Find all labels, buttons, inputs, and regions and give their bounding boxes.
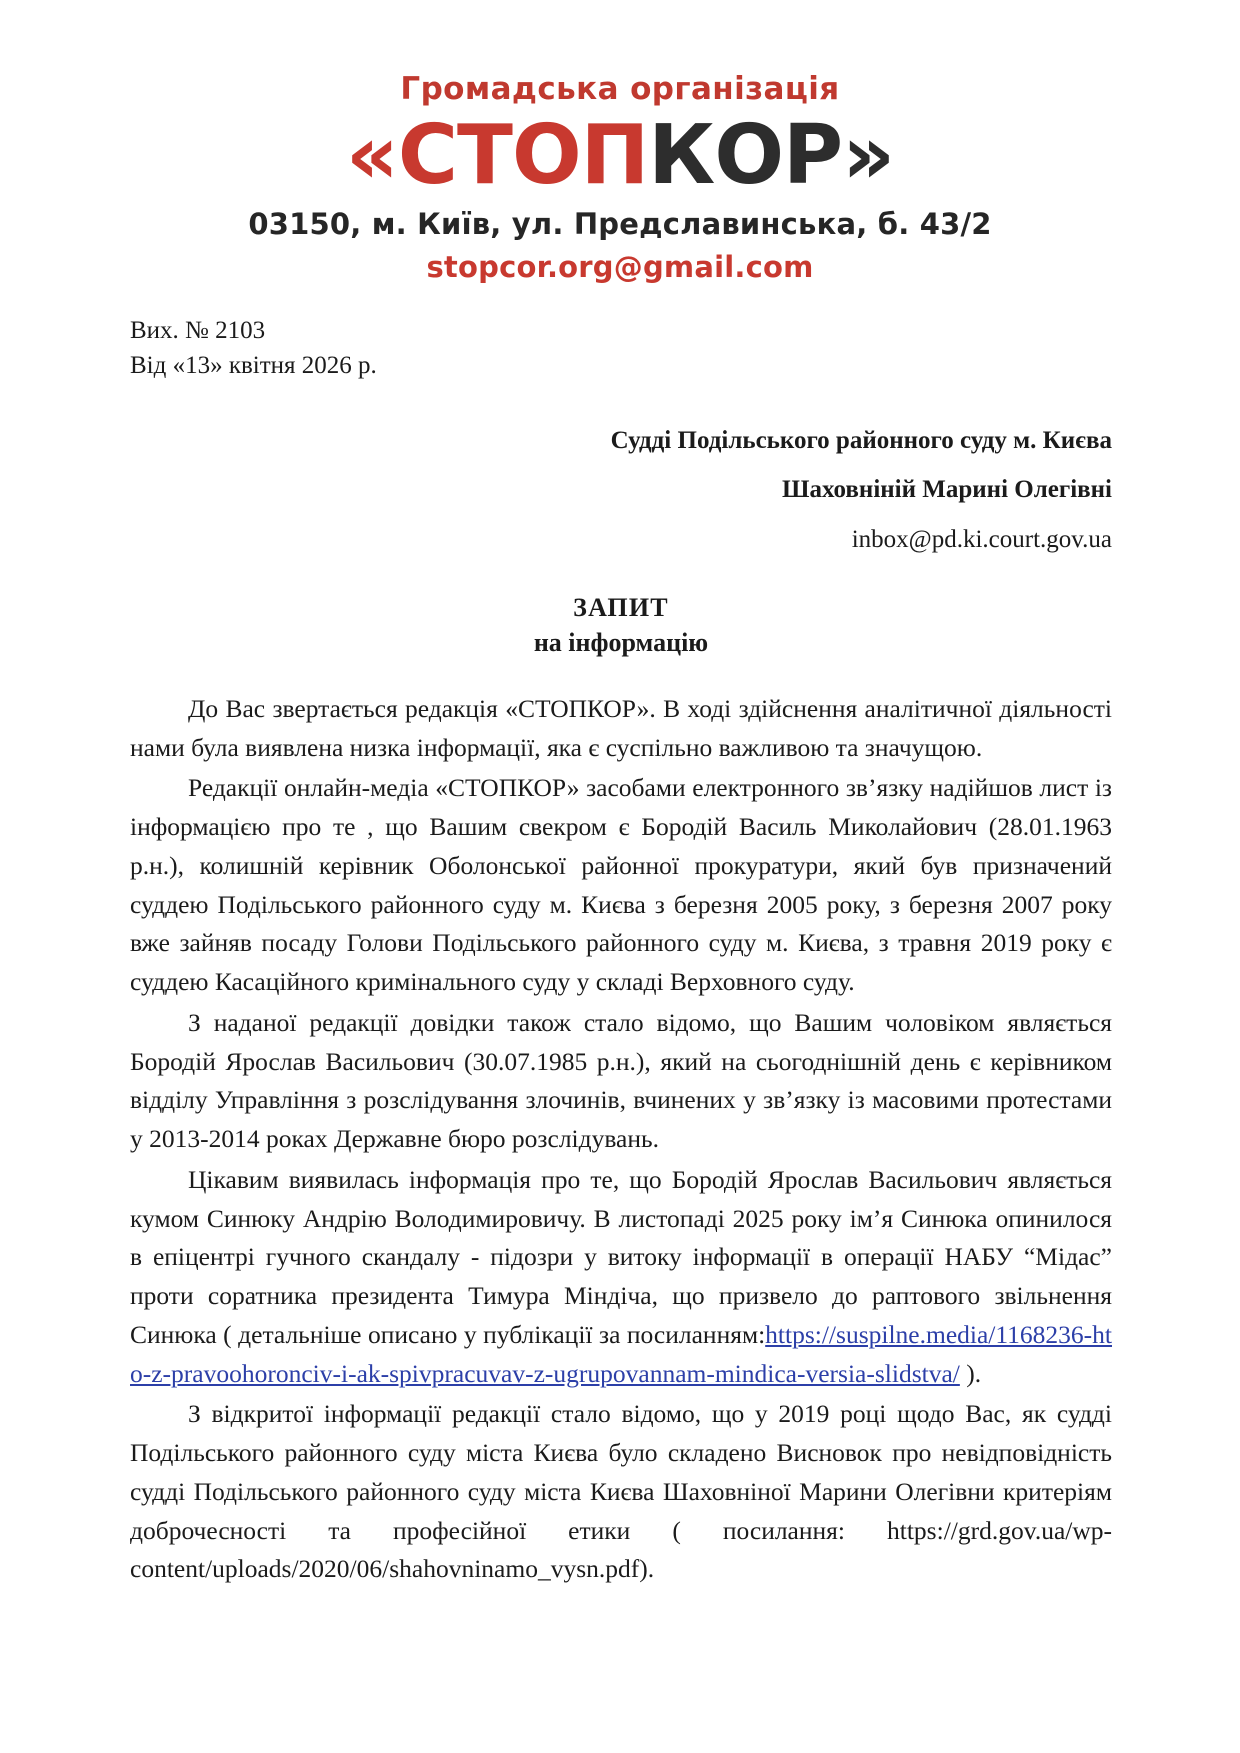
brand-logo-text	[0, 108, 1240, 204]
paragraph-4-text-after-link: ).	[959, 1358, 982, 1388]
letterhead	[0, 0, 1240, 284]
body-paragraph-2: Редакції онлайн-медіа «СТОПКОР» засобами електронного зв’язку надійшов лист із інформацією про те , що Вашим свекром є Бородій Василь Миколайович (28.01.1963 р.н.), колишній керівник Оболонської районної прокуратури, який був призначений суддею Подільського районного суду м. Києва з березня 2005 року, з березня 2007 року вже зайняв посаду Голови Подільського районного суду м. Києва, з травня 2019 року є суддею Касаційного кримінального суду у складі Верховного суду.	[130, 773, 1112, 997]
body-paragraph-5	[130, 1395, 1112, 1589]
addressee-block	[130, 417, 1112, 565]
body-paragraph-3: З наданої редакції довідки також стало відомо, що Вашим чоловіком являється Бородій Ярослав Васильович (30.07.1985 р.н.), який на сьогоднішній день є керівником відділу Управління з розслідування злочинів, вчинених у зв’язку із масовими протестами у 2013-2014 роках Державне бюро розслідувань.	[130, 1007, 1112, 1154]
suspilne-media-link[interactable]: https://suspilne.media/1168236-hto-z-pravoohoronciv-i-ak-spivpracuvav-z-ugrupovannam-mindica-versia-slidstva/	[130, 1319, 1112, 1388]
addressee-email: inbox@pd.ki.court.gov.ua	[851, 525, 1112, 553]
addressee-name: Шаховніній Марині Олегівні	[782, 476, 1112, 504]
brand-logo-part-dark: КОР»	[648, 108, 895, 204]
reference-block	[130, 314, 1112, 383]
outgoing-number: Вих. № 2103	[130, 317, 266, 345]
brand-logo-part-red: «СТОП	[345, 108, 649, 204]
organization-address: 03150, м. Київ, ул. Предславинська, б. 43/2	[248, 206, 992, 241]
paragraph-5-text-before-url: З відкритої інформації редакції стало відомо, що у 2019 році щодо Вас, як судді Подільського районного суду міста Києва було складено Висновок про невідповідність судді Подільського районного суду міста Києва Шаховніної Марини Олегівни критеріям доброчесності та професійної етики ( посилання:	[130, 1399, 1112, 1545]
document-date: Від «13» квітня 2026 р.	[130, 351, 377, 379]
document-subtitle: на інформацію	[533, 627, 709, 657]
grd-gov-ua-url[interactable]: https://grd.gov.ua/wp-content/uploads/2020/06/shahovninamo_vysn.pdf	[130, 1515, 1113, 1584]
document-body	[0, 284, 1240, 1589]
organization-type-label: Громадська організація	[400, 71, 840, 107]
organization-email: stopcor.org@gmail.com	[426, 250, 814, 285]
body-paragraph-4	[130, 1161, 1112, 1394]
document-title-block	[130, 591, 1112, 660]
document-title: ЗАПИТ	[573, 592, 669, 622]
body-paragraph-1: До Вас звертається редакція «СТОПКОР». В ході здійснення аналітичної діяльності нами була виявлена низка інформації, яка є суспільно важливою та значущою.	[130, 693, 1112, 762]
paragraph-4-text-before-link: Цікавим виявилась інформація про те, що Бородій Ярослав Васильович являється кумом Синюку Андрію Володимировичу. В листопаді 2025 року ім’я Синюка опинилося в епіцентрі гучного скандалу - підозри у витоку інформації в операції НАБУ “Мідас” проти соратника президента Тимура Міндіча, що призвело до раптового звільнення Синюка ( детальніше описано у публікації за посиланням:	[130, 1164, 1112, 1349]
addressee-position: Судді Подільського районного суду м. Києва	[610, 427, 1112, 455]
paragraph-5-text-after-url: ).	[639, 1554, 655, 1584]
